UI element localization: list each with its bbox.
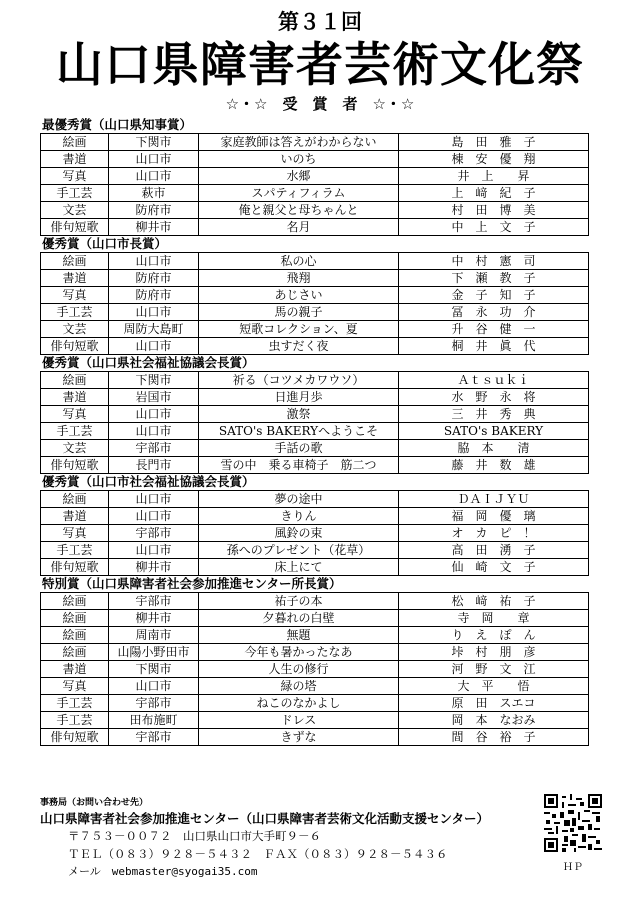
table-row <box>41 559 589 576</box>
table-row <box>41 202 589 219</box>
category-cell: 手工芸 <box>41 185 109 202</box>
category-cell: 書道 <box>41 661 109 678</box>
table-row <box>41 712 589 729</box>
table-row <box>41 270 589 287</box>
awards-table <box>40 252 589 355</box>
table-row <box>41 508 589 525</box>
awards-table <box>40 371 589 474</box>
city-cell: 山口市 <box>109 304 199 321</box>
table-row <box>41 372 589 389</box>
category-cell: 絵画 <box>41 593 109 610</box>
work-title-cell: 夕暮れの白壁 <box>199 610 399 627</box>
city-cell: 山口市 <box>109 338 199 355</box>
work-title-cell: 孫へのプレゼント（花草） <box>199 542 399 559</box>
table-row <box>41 389 589 406</box>
category-cell: 写真 <box>41 678 109 695</box>
address: 〒７５３－００７２ 山口県山口市大手町９－６ <box>68 829 321 843</box>
table-row <box>41 219 589 236</box>
city-cell: 宇部市 <box>109 695 199 712</box>
work-title-cell: いのち <box>199 151 399 168</box>
winner-name-cell: 棟 安 優 翔 <box>399 151 589 168</box>
work-title-cell: 俺と親父と母ちゃんと <box>199 202 399 219</box>
table-row <box>41 406 589 423</box>
winner-name-cell: 福 岡 優 璃 <box>399 508 589 525</box>
table-row <box>41 729 589 746</box>
work-title-cell: SATO's BAKERYへようこそ <box>199 423 399 440</box>
winner-name-cell: 冨 永 功 介 <box>399 304 589 321</box>
work-title-cell: 人生の修行 <box>199 661 399 678</box>
edition-label: 第３１回 <box>278 10 362 34</box>
category-cell: 絵画 <box>41 372 109 389</box>
table-row <box>41 168 589 185</box>
winner-name-cell: 升 谷 健 一 <box>399 321 589 338</box>
table-row <box>41 593 589 610</box>
table-row <box>41 678 589 695</box>
category-cell: 俳句短歌 <box>41 219 109 236</box>
category-cell: 俳句短歌 <box>41 559 109 576</box>
winner-name-cell: 脇 本 清 <box>399 440 589 457</box>
section-title: 優秀賞（山口県社会福祉協議会長賞） <box>42 355 255 370</box>
table-row <box>41 134 589 151</box>
winner-name-cell: 大 平 悟 <box>399 678 589 695</box>
work-title-cell: 緑の塔 <box>199 678 399 695</box>
city-cell: 山口市 <box>109 168 199 185</box>
awards-table <box>40 133 589 236</box>
work-title-cell: 虫すだく夜 <box>199 338 399 355</box>
table-row <box>41 321 589 338</box>
category-cell: 手工芸 <box>41 304 109 321</box>
award-sections <box>40 117 588 746</box>
work-title-cell: 短歌コレクション、夏 <box>199 321 399 338</box>
table-row <box>41 287 589 304</box>
work-title-cell: ねこのなかよし <box>199 695 399 712</box>
table-row <box>41 338 589 355</box>
category-cell: 絵画 <box>41 644 109 661</box>
city-cell: 山口市 <box>109 491 199 508</box>
city-cell: 柳井市 <box>109 610 199 627</box>
category-cell: 書道 <box>41 389 109 406</box>
category-cell: 写真 <box>41 525 109 542</box>
table-row <box>41 627 589 644</box>
winner-name-cell: 桐 井 眞 代 <box>399 338 589 355</box>
city-cell: 防府市 <box>109 270 199 287</box>
work-title-cell: 家庭教師は答えがわからない <box>199 134 399 151</box>
category-cell: 絵画 <box>41 134 109 151</box>
category-cell: 絵画 <box>41 627 109 644</box>
table-row <box>41 151 589 168</box>
category-cell: 文芸 <box>41 202 109 219</box>
work-title-cell: きずな <box>199 729 399 746</box>
work-title-cell: 手話の歌 <box>199 440 399 457</box>
city-cell: 柳井市 <box>109 219 199 236</box>
category-cell: 書道 <box>41 270 109 287</box>
winner-name-cell: 水 野 永 将 <box>399 389 589 406</box>
city-cell: 萩市 <box>109 185 199 202</box>
city-cell: 宇部市 <box>109 440 199 457</box>
awards-table <box>40 592 589 746</box>
work-title-cell: 飛翔 <box>199 270 399 287</box>
category-cell: 手工芸 <box>41 695 109 712</box>
work-title-cell: 水郷 <box>199 168 399 185</box>
city-cell: 防府市 <box>109 202 199 219</box>
winner-name-cell: SATO's BAKERY <box>399 423 589 440</box>
contact-label: 事務局（お問い合わせ先） <box>40 798 149 808</box>
winner-name-cell: 岡 本 なおみ <box>399 712 589 729</box>
section-title: 特別賞（山口県障害者社会参加推進センター所長賞） <box>42 576 342 591</box>
section-title: 優秀賞（山口市社会福祉協議会長賞） <box>42 474 255 489</box>
table-row <box>41 542 589 559</box>
work-title-cell: 風鈴の束 <box>199 525 399 542</box>
winner-name-cell: 高 田 湧 子 <box>399 542 589 559</box>
category-cell: 俳句短歌 <box>41 338 109 355</box>
winner-name-cell: り え ぽ ん <box>399 627 589 644</box>
city-cell: 宇部市 <box>109 593 199 610</box>
work-title-cell: 祈る（コツメカワウソ） <box>199 372 399 389</box>
city-cell: 山口市 <box>109 423 199 440</box>
city-cell: 山陽小野田市 <box>109 644 199 661</box>
award-winners-heading: ☆・☆ 受 賞 者 ☆・☆ <box>225 95 415 113</box>
table-row <box>41 661 589 678</box>
category-cell: 書道 <box>41 508 109 525</box>
winner-name-cell: 金 子 知 子 <box>399 287 589 304</box>
table-row <box>41 491 589 508</box>
city-cell: 宇部市 <box>109 525 199 542</box>
category-cell: 文芸 <box>41 321 109 338</box>
email[interactable]: メール webmaster@syogai35.com <box>68 865 258 878</box>
category-cell: 手工芸 <box>41 712 109 729</box>
section-title: 優秀賞（山口市長賞） <box>42 236 168 251</box>
category-cell: 写真 <box>41 168 109 185</box>
table-row <box>41 610 589 627</box>
work-title-cell: スパティフィラム <box>199 185 399 202</box>
table-row <box>41 253 589 270</box>
table-row <box>41 644 589 661</box>
city-cell: 下関市 <box>109 661 199 678</box>
work-title-cell: 今年も暑かったなあ <box>199 644 399 661</box>
winner-name-cell: 中 村 憲 司 <box>399 253 589 270</box>
work-title-cell: ドレス <box>199 712 399 729</box>
winner-name-cell: 上 﨑 紀 子 <box>399 185 589 202</box>
awards-table <box>40 490 589 576</box>
work-title-cell: 私の心 <box>199 253 399 270</box>
work-title-cell: きりん <box>199 508 399 525</box>
category-cell: 文芸 <box>41 440 109 457</box>
city-cell: 周防大島町 <box>109 321 199 338</box>
category-cell: 手工芸 <box>41 423 109 440</box>
winner-name-cell: 間 谷 裕 子 <box>399 729 589 746</box>
category-cell: 絵画 <box>41 253 109 270</box>
category-cell: 絵画 <box>41 610 109 627</box>
section-title: 最優秀賞（山口県知事賞） <box>42 117 193 132</box>
winner-name-cell: 垰 村 朋 彦 <box>399 644 589 661</box>
work-title-cell: 無題 <box>199 627 399 644</box>
winner-name-cell: 下 瀬 教 子 <box>399 270 589 287</box>
work-title-cell: 激祭 <box>199 406 399 423</box>
city-cell: 山口市 <box>109 678 199 695</box>
table-row <box>41 423 589 440</box>
city-cell: 山口市 <box>109 253 199 270</box>
winner-name-cell: 島 田 雅 子 <box>399 134 589 151</box>
city-cell: 田布施町 <box>109 712 199 729</box>
page-title: 山口県障害者芸術文化祭 <box>56 38 584 93</box>
category-cell: 手工芸 <box>41 542 109 559</box>
table-row <box>41 440 589 457</box>
table-row <box>41 695 589 712</box>
winner-name-cell: 原 田 スエコ <box>399 695 589 712</box>
work-title-cell: 日進月歩 <box>199 389 399 406</box>
city-cell: 山口市 <box>109 508 199 525</box>
table-row <box>41 185 589 202</box>
winner-name-cell: 三 井 秀 典 <box>399 406 589 423</box>
work-title-cell: 名月 <box>199 219 399 236</box>
work-title-cell: 雪の中 乗る車椅子 筋二つ <box>199 457 399 474</box>
work-title-cell: 床上にて <box>199 559 399 576</box>
qr-code-icon[interactable] <box>544 794 602 852</box>
city-cell: 柳井市 <box>109 559 199 576</box>
winner-name-cell: 松 﨑 祐 子 <box>399 593 589 610</box>
table-row <box>41 304 589 321</box>
winner-name-cell: 藤 井 数 雄 <box>399 457 589 474</box>
category-cell: 絵画 <box>41 491 109 508</box>
city-cell: 下関市 <box>109 134 199 151</box>
table-row <box>41 457 589 474</box>
footer <box>40 797 560 881</box>
winner-name-cell: 寺 岡 章 <box>399 610 589 627</box>
city-cell: 下関市 <box>109 372 199 389</box>
winner-name-cell: 井 上 昇 <box>399 168 589 185</box>
phone-fax: ＴＥＬ（０８３）９２８－５４３２ ＦＡＸ（０８３）９２８－５４３６ <box>68 847 448 861</box>
work-title-cell: あじさい <box>199 287 399 304</box>
winner-name-cell: 仙 崎 文 子 <box>399 559 589 576</box>
category-cell: 書道 <box>41 151 109 168</box>
city-cell: 宇部市 <box>109 729 199 746</box>
city-cell: 長門市 <box>109 457 199 474</box>
winner-name-cell: Ａｔｓｕｋｉ <box>399 372 589 389</box>
city-cell: 岩国市 <box>109 389 199 406</box>
category-cell: 写真 <box>41 287 109 304</box>
winner-name-cell: 村 田 博 美 <box>399 202 589 219</box>
city-cell: 山口市 <box>109 151 199 168</box>
category-cell: 写真 <box>41 406 109 423</box>
work-title-cell: 馬の親子 <box>199 304 399 321</box>
homepage-label: ＨＰ <box>563 862 583 873</box>
work-title-cell: 祐子の本 <box>199 593 399 610</box>
organization-name: 山口県障害者社会参加推進センター（山口県障害者芸術文化活動支援センター） <box>40 811 490 826</box>
table-row <box>41 525 589 542</box>
work-title-cell: 夢の途中 <box>199 491 399 508</box>
city-cell: 周南市 <box>109 627 199 644</box>
winner-name-cell: ＤＡＩＪＹＵ <box>399 491 589 508</box>
city-cell: 山口市 <box>109 406 199 423</box>
city-cell: 山口市 <box>109 542 199 559</box>
category-cell: 俳句短歌 <box>41 729 109 746</box>
city-cell: 防府市 <box>109 287 199 304</box>
winner-name-cell: オ カ ピ ！ <box>399 525 589 542</box>
winner-name-cell: 河 野 文 江 <box>399 661 589 678</box>
winner-name-cell: 中 上 文 子 <box>399 219 589 236</box>
category-cell: 俳句短歌 <box>41 457 109 474</box>
